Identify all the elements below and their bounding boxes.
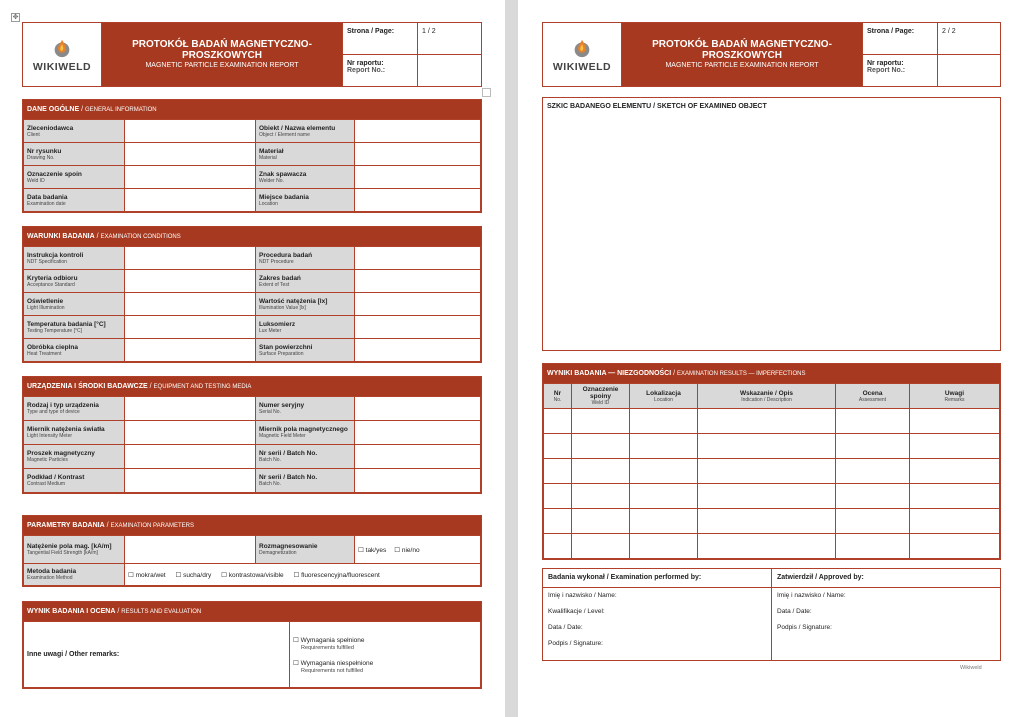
report-number-value[interactable] <box>417 55 481 87</box>
field-value[interactable] <box>125 120 256 143</box>
field-label <box>256 247 355 270</box>
table-cell[interactable] <box>698 434 836 459</box>
field-label-pl: Nr serii / Batch No. <box>259 474 318 481</box>
field-label-en: Testing Temperature [°C] <box>27 327 82 334</box>
wikiweld-logo <box>543 23 622 86</box>
method-wet-checkbox[interactable]: ☐ mokra/wet <box>128 571 166 579</box>
field-label <box>24 270 125 293</box>
field-label-en: Weld ID <box>27 177 45 184</box>
report-title-pl-line2: PROSZKOWYCH <box>702 50 782 61</box>
table-cell[interactable] <box>630 534 698 559</box>
field-label <box>256 293 355 316</box>
field-label <box>24 421 125 445</box>
table-cell[interactable] <box>698 484 836 509</box>
page-gutter <box>505 0 518 717</box>
report-title-block <box>102 23 342 86</box>
report-meta <box>862 23 1000 86</box>
other-remarks[interactable]: Inne uwagi / Other remarks: <box>24 622 290 688</box>
column-header-en: Weld ID <box>591 400 610 406</box>
table-cell[interactable] <box>572 434 630 459</box>
wikiweld-logo <box>23 23 102 86</box>
examination-conditions-section <box>22 226 482 363</box>
parameters-section <box>22 515 482 587</box>
field-label-en: Extent of Test <box>259 281 290 288</box>
table-cell[interactable] <box>544 509 572 534</box>
field-value[interactable] <box>125 397 256 421</box>
form-row <box>24 166 481 189</box>
page-number: 1 / 2 <box>417 23 481 55</box>
demag-options[interactable] <box>355 536 481 564</box>
table-cell[interactable] <box>572 459 630 484</box>
field-label <box>256 469 355 493</box>
field-label-en: Acceptance Standard <box>27 281 75 288</box>
equipment-section <box>22 376 482 494</box>
field-value[interactable] <box>125 143 256 166</box>
page-number: 2 / 2 <box>937 23 1000 55</box>
field-label-pl: Obróbka cieplna <box>27 343 78 351</box>
report-header-page1 <box>22 22 482 87</box>
performed-level-field[interactable]: Kwalifikacje / Level: <box>548 608 605 615</box>
field-label <box>24 445 125 469</box>
performed-signature-field[interactable]: Podpis / Signature: <box>548 640 603 647</box>
sketch-area[interactable] <box>543 116 1000 350</box>
column-header-en: Indication / Description <box>741 396 792 403</box>
field-label <box>256 339 355 362</box>
form-row <box>24 247 481 270</box>
table-cell[interactable] <box>544 484 572 509</box>
results-evaluation-section <box>22 601 482 689</box>
demag-no-checkbox[interactable]: ☐ nie/no <box>394 546 420 554</box>
flame-logo-icon <box>571 37 593 59</box>
table-cell[interactable] <box>910 509 1000 534</box>
field-label-en: Batch No. <box>259 481 281 487</box>
form-row <box>24 120 481 143</box>
report-title-pl-line1: PROTOKÓŁ BADAŃ MAGNETYCZNO- <box>652 39 832 50</box>
field-label <box>24 247 125 270</box>
report-title-en: MAGNETIC PARTICLE EXAMINATION REPORT <box>665 62 819 69</box>
imperfections-table <box>543 383 1000 559</box>
flame-logo-icon <box>51 37 73 59</box>
field-label-en: Contrast Medium <box>27 481 66 487</box>
logo-text: WIKIWELD <box>32 60 92 73</box>
field-value[interactable] <box>355 143 481 166</box>
demag-label: Rozmagnesowanie Demagnetization <box>256 536 355 564</box>
field-strength-label: Natężenie pola mag. [kA/m] Tangential Field Strength [kA/m] <box>24 536 125 564</box>
general-info-table <box>23 119 481 212</box>
field-label-en: Light Intensity Meter <box>27 433 73 439</box>
field-label-pl: Oświetlenie <box>27 297 64 305</box>
form-row <box>24 270 481 293</box>
approved-by-column <box>771 569 1000 660</box>
method-dry-checkbox[interactable]: ☐ sucha/dry <box>175 571 212 579</box>
table-cell[interactable] <box>630 409 698 434</box>
field-value[interactable] <box>355 397 481 421</box>
table-cell[interactable] <box>630 459 698 484</box>
form-row <box>24 445 481 469</box>
method-fluorescent-checkbox[interactable]: ☐ fluorescencyjna/fluorescent <box>293 571 380 579</box>
general-info-section <box>22 99 482 213</box>
field-label <box>256 270 355 293</box>
form-row <box>24 189 481 212</box>
field-label-pl: Luksomierz <box>259 320 296 328</box>
column-header-en: No. <box>553 396 562 403</box>
method-label: Metoda badania Examination Method <box>24 564 125 586</box>
report-number-label: Nr raportu: Report No.: <box>862 55 937 87</box>
table-cell[interactable] <box>630 509 698 534</box>
page-footer: Wikiweld <box>960 665 982 671</box>
field-label-pl: Data badania <box>27 193 68 201</box>
field-label-pl: Miernik pola magnetycznego <box>259 426 348 433</box>
field-label-pl: Temperatura badania [°C] <box>27 320 106 328</box>
column-header-en: Assessment <box>858 396 887 403</box>
table-cell[interactable] <box>630 484 698 509</box>
field-label-pl: Wartość natężenia [lx] <box>259 297 328 305</box>
field-label <box>24 397 125 421</box>
table-cell[interactable] <box>910 534 1000 559</box>
field-label-pl: Stan powierzchni <box>259 343 313 351</box>
field-label-en: Examination date <box>27 200 66 207</box>
report-title-pl-line2: PROSZKOWYCH <box>182 50 262 61</box>
form-row <box>24 421 481 445</box>
field-label-pl: Rodzaj i typ urządzenia <box>27 402 99 409</box>
table-cell[interactable] <box>544 409 572 434</box>
report-title-pl-line1: PROTOKÓŁ BADAŃ MAGNETYCZNO- <box>132 39 312 50</box>
column-header-pl: Uwagi <box>944 389 965 397</box>
table-cell[interactable] <box>910 434 1000 459</box>
field-label-pl: Nr serii / Batch No. <box>259 450 318 457</box>
table-row <box>544 434 1000 459</box>
column-header <box>572 384 630 409</box>
field-value[interactable] <box>355 247 481 270</box>
column-header-pl: Wskazanie / Opis <box>739 389 794 397</box>
field-label-pl: Miernik natężenia światła <box>27 426 105 433</box>
approved-signature-field[interactable]: Podpis / Signature: <box>777 624 832 631</box>
column-header <box>910 384 1000 409</box>
approved-by-title: Zatwierdził / Approved by: <box>772 569 1000 588</box>
field-label-pl: Proszek magnetyczny <box>27 450 95 457</box>
table-cell[interactable] <box>544 434 572 459</box>
table-cell[interactable] <box>910 484 1000 509</box>
results-table <box>23 621 481 688</box>
performed-date-field[interactable]: Data / Date: <box>548 624 583 631</box>
field-value[interactable] <box>355 421 481 445</box>
examination-conditions-table <box>23 246 481 362</box>
field-value[interactable] <box>355 189 481 212</box>
field-label <box>24 316 125 339</box>
table-cell[interactable] <box>698 534 836 559</box>
field-label-en: Welder No. <box>259 177 284 184</box>
field-value[interactable] <box>125 247 256 270</box>
form-row <box>24 339 481 362</box>
column-header <box>630 384 698 409</box>
field-value[interactable] <box>355 316 481 339</box>
table-cell[interactable] <box>572 409 630 434</box>
column-header-pl: Nr <box>553 389 562 397</box>
field-label-en: Heat Treatment <box>27 350 62 357</box>
table-cell[interactable] <box>836 459 910 484</box>
approved-name-field[interactable]: Imię i nazwisko / Name: <box>777 592 846 599</box>
form-row <box>24 143 481 166</box>
field-label <box>256 397 355 421</box>
section-header: DANE OGÓLNE / GENERAL INFORMATION <box>23 100 481 119</box>
field-label-pl: Miejsce badania <box>259 193 309 201</box>
field-label <box>256 143 355 166</box>
method-visible-checkbox[interactable]: ☐ kontrastowa/visible <box>221 571 284 579</box>
column-header <box>836 384 910 409</box>
table-cell[interactable] <box>572 534 630 559</box>
column-header-pl: Oznaczenie spoiny <box>582 386 619 400</box>
field-label <box>24 143 125 166</box>
field-label <box>256 120 355 143</box>
field-label <box>24 469 125 493</box>
table-resize-handle[interactable] <box>482 88 491 97</box>
column-header-pl: Ocena <box>862 389 883 397</box>
field-label-en: Type and type of device <box>27 409 80 415</box>
field-label-en: Object / Element name <box>259 131 310 138</box>
field-label-en: Illumination Value [lx] <box>259 304 306 311</box>
field-label-pl: Nr rysunku <box>27 147 62 155</box>
report-title-block <box>622 23 862 86</box>
field-label-en: Light Illumination <box>27 304 65 311</box>
page-label: Strona / Page: <box>862 23 937 55</box>
field-label <box>256 189 355 212</box>
column-header-pl: Lokalizacja <box>646 389 681 397</box>
field-label-pl: Oznaczenie spoin <box>27 170 82 178</box>
field-value[interactable] <box>125 189 256 212</box>
field-label-pl: Zleceniodawca <box>27 124 74 132</box>
report-header-page2 <box>542 22 1001 87</box>
table-row <box>544 484 1000 509</box>
field-label-en: Magnetic Particles <box>27 457 68 463</box>
field-label-pl: Podkład / Kontrast <box>27 474 85 481</box>
field-label-en: Material <box>259 154 277 161</box>
requirements-not-fulfilled-checkbox[interactable]: ☐ Wymagania niespełnione Requirements not fulfilled <box>293 659 374 674</box>
table-row <box>544 409 1000 434</box>
report-meta <box>342 23 481 86</box>
column-header <box>544 384 572 409</box>
field-value[interactable] <box>355 339 481 362</box>
table-cell[interactable] <box>836 509 910 534</box>
field-label-en: Location <box>259 200 278 207</box>
field-label-pl: Procedura badań <box>259 251 313 259</box>
sketch-title: SZKIC BADANEGO ELEMENTU / SKETCH OF EXAMINED OBJECT <box>547 103 767 110</box>
demag-yes-checkbox[interactable]: ☐ tak/yes <box>358 546 387 554</box>
field-value[interactable] <box>355 270 481 293</box>
requirements-options <box>290 622 481 688</box>
field-value[interactable] <box>355 120 481 143</box>
field-label <box>24 189 125 212</box>
field-label <box>24 339 125 362</box>
field-label-pl: Obiekt / Nazwa elementu <box>259 124 336 132</box>
field-label-en: Drawing No. <box>27 154 55 161</box>
field-label <box>24 166 125 189</box>
field-label-en: NDT Specification <box>27 258 67 265</box>
field-value[interactable] <box>355 445 481 469</box>
section-header: PARAMETRY BADANIA / EXAMINATION PARAMETERS <box>23 516 481 535</box>
method-options <box>125 564 481 586</box>
report-title-en: MAGNETIC PARTICLE EXAMINATION REPORT <box>145 62 299 69</box>
table-move-handle[interactable]: ✥ <box>12 14 19 21</box>
field-value[interactable] <box>125 469 256 493</box>
field-label <box>256 421 355 445</box>
table-row <box>544 459 1000 484</box>
page-label: Strona / Page: <box>342 23 417 55</box>
table-row <box>544 534 1000 559</box>
field-label-pl: Zakres badań <box>259 274 301 282</box>
table-cell[interactable] <box>836 484 910 509</box>
report-number-value[interactable] <box>937 55 1000 87</box>
form-row <box>24 397 481 421</box>
logo-text: WIKIWELD <box>552 60 612 73</box>
form-row <box>24 316 481 339</box>
sketch-section <box>542 97 1001 351</box>
field-value[interactable] <box>125 421 256 445</box>
table-cell[interactable] <box>572 509 630 534</box>
field-label-pl: Instrukcja kontroli <box>27 251 84 259</box>
field-label-en: Surface Preparation <box>259 350 304 357</box>
section-header: WARUNKI BADANIA / EXAMINATION CONDITIONS <box>23 227 481 246</box>
section-header: URZĄDZENIA I ŚRODKI BADAWCZE / EQUIPMENT AND TESTING MEDIA <box>23 377 481 396</box>
field-label-en: Batch No. <box>259 457 281 463</box>
field-label <box>256 445 355 469</box>
requirements-fulfilled-checkbox[interactable]: ☐ Wymagania spełnione Requirements fulfilled <box>293 636 365 651</box>
imperfections-section <box>542 363 1001 560</box>
field-value[interactable] <box>125 293 256 316</box>
field-value[interactable] <box>125 445 256 469</box>
table-cell[interactable] <box>910 409 1000 434</box>
table-cell[interactable] <box>698 509 836 534</box>
table-cell[interactable] <box>630 434 698 459</box>
approved-date-field[interactable]: Data / Date: <box>777 608 812 615</box>
form-row <box>24 469 481 493</box>
table-cell[interactable] <box>572 484 630 509</box>
signoff-section <box>542 568 1001 661</box>
field-label <box>24 120 125 143</box>
column-header-en: Remarks <box>944 396 965 403</box>
field-value[interactable] <box>355 469 481 493</box>
field-label-en: Client <box>27 131 40 138</box>
field-label-en: Magnetic Field Meter <box>259 433 306 439</box>
table-cell[interactable] <box>910 459 1000 484</box>
field-label <box>256 166 355 189</box>
field-label-en: Lux Meter <box>259 327 282 334</box>
field-value[interactable] <box>125 339 256 362</box>
field-label-pl: Kryteria odbioru <box>27 274 78 282</box>
field-value[interactable] <box>355 166 481 189</box>
report-number-label: Nr raportu: Report No.: <box>342 55 417 87</box>
field-label-pl: Numer seryjny <box>259 402 305 409</box>
field-strength-value[interactable] <box>125 536 256 564</box>
performed-by-title: Badania wykonał / Examination performed by: <box>543 569 771 588</box>
field-value[interactable] <box>125 270 256 293</box>
field-label <box>24 293 125 316</box>
field-label-pl: Materiał <box>259 147 284 155</box>
field-label-pl: Znak spawacza <box>259 170 307 178</box>
table-cell[interactable] <box>698 409 836 434</box>
section-header: WYNIK BADANIA I OCENA / RESULTS AND EVALUATION <box>23 602 481 621</box>
field-value[interactable] <box>125 166 256 189</box>
parameters-table <box>23 535 481 586</box>
table-cell[interactable] <box>698 459 836 484</box>
performed-by-column <box>543 569 771 660</box>
column-header <box>698 384 836 409</box>
field-label-en: Serial No. <box>259 409 281 415</box>
column-header-en: Location <box>654 396 673 403</box>
table-cell[interactable] <box>544 459 572 484</box>
table-cell[interactable] <box>836 534 910 559</box>
table-cell[interactable] <box>836 409 910 434</box>
field-label <box>256 316 355 339</box>
table-cell[interactable] <box>836 434 910 459</box>
performed-name-field[interactable]: Imię i nazwisko / Name: <box>548 592 617 599</box>
table-cell[interactable] <box>544 534 572 559</box>
section-header: WYNIKI BADANIA — NIEZGODNOŚCI / EXAMINATION RESULTS — IMPERFECTIONS <box>543 364 1000 383</box>
equipment-table <box>23 396 481 493</box>
table-row <box>544 509 1000 534</box>
field-label-en: NDT Procedure <box>259 258 294 265</box>
field-value[interactable] <box>355 293 481 316</box>
form-row <box>24 293 481 316</box>
field-value[interactable] <box>125 316 256 339</box>
